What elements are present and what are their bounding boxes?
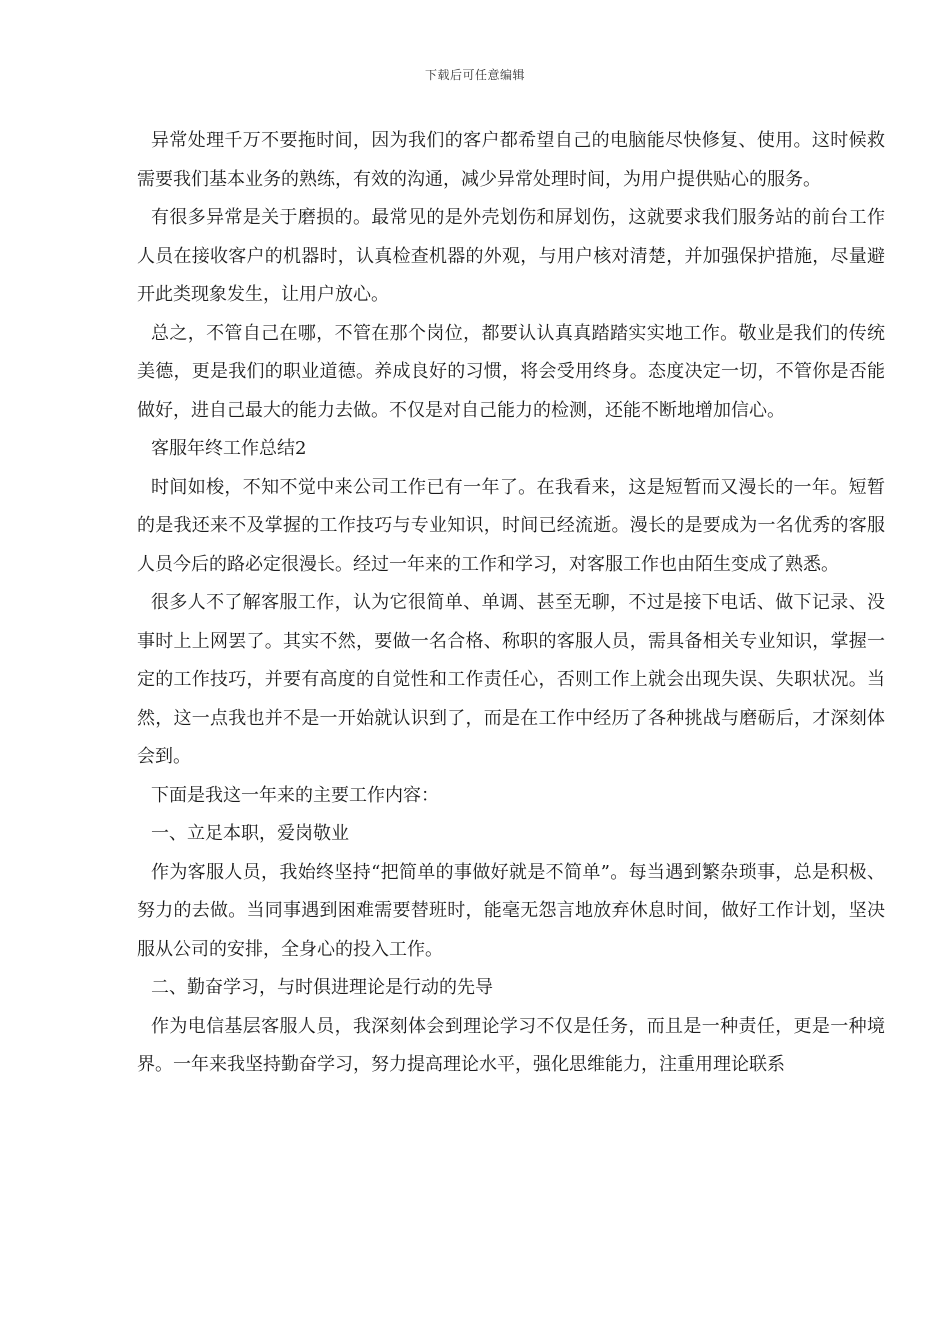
paragraph-conclusion: 总之，不管自己在哪，不管在那个岗位，都要认认真真踏踏实实地工作。敬业是我们的传统美德，更是我们的职业道德。养成良好的习惯，将会受用终身。态度决定一切，不管你是否能做好，进自己最大的能力去做。不仅是对自己能力的检测，还能不断地增加信心。 <box>137 322 885 421</box>
paragraph-main-content-intro: 下面是我这一年来的主要工作内容： <box>151 784 439 806</box>
paragraph-section-two: 作为电信基层客服人员，我深刻体会到理论学习不仅是任务，而且是一种责任，更是一种境界。一年来我坚持勤奋学习，努力提高理论水平，强化思维能力，注重用理论联系 <box>137 1015 885 1075</box>
paragraph-time-flies: 时间如梭，不知不觉中来公司工作已有一年了。在我看来，这是短暂而又漫长的一年。短暂的是我还来不及掌握的工作技巧与专业知识，时间已经流逝。漫长的是要成为一名优秀的客服人员今后的路必定很漫长。经过一年来的工作和学习，对客服工作也由陌生变成了熟悉。 <box>137 476 885 575</box>
paragraph-section-one: 作为客服人员，我始终坚持“把简单的事做好就是不简单”。每当遇到繁杂琐事，总是积极、努力的去做。当同事遇到困难需要替班时，能毫无怨言地放弃休息时间，做好工作计划，坚决服从公司的安排，全身心的投入工作。 <box>137 861 885 960</box>
heading-section-two: 二、勤奋学习，与时俱进理论是行动的先导 <box>151 977 493 998</box>
page-header-note: 下载后可任意编辑 <box>424 68 525 82</box>
document-body <box>137 122 885 1085</box>
paragraph-wear-damage: 有很多异常是关于磨损的。最常见的是外壳划伤和屏划伤，这就要求我们服务站的前台工作人员在接收客户的机器时，认真检查机器的外观，与用户核对清楚，并加强保护措施，尽量避开此类现象发生，让用户放心。 <box>137 207 885 305</box>
heading-section-one: 一、立足本职，爱岗敬业 <box>151 823 349 844</box>
section-title-summary-2: 客服年终工作总结2 <box>151 438 307 459</box>
paragraph-exception-handling: 异常处理千万不要拖时间，因为我们的客户都希望自己的电脑能尽快修复、使用。这时候救需要我们基本业务的熟练，有效的沟通，减少异常处理时间，为用户提供贴心的服务。 <box>137 130 885 190</box>
paragraph-service-work: 很多人不了解客服工作，认为它很简单、单调、甚至无聊，不过是接下电话、做下记录、没事时上上网罢了。其实不然，要做一名合格、称职的客服人员，需具备相关专业知识，掌握一定的工作技巧，并要有高度的自觉性和工作责任心，否则工作上就会出现失误、失职状况。当然，这一点我也并不是一开始就认识到了，而是在工作中经历了各种挑战与磨砺后，才深刻体会到。 <box>137 592 885 767</box>
